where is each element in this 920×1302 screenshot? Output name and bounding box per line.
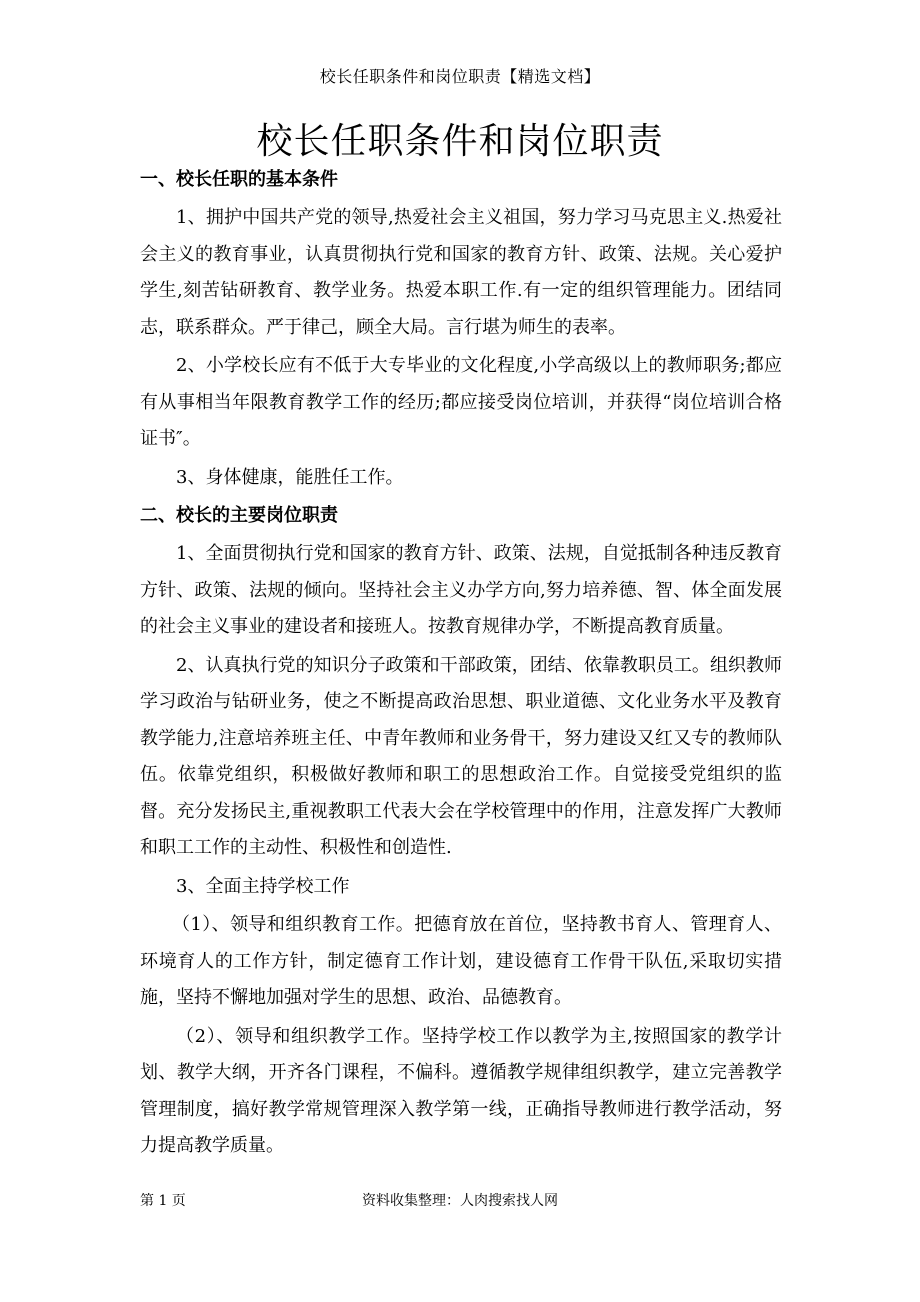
paragraph: 3、身体健康，能胜任工作。 [176,466,404,488]
paragraph: 1、拥护中国共产党的领导,热爱社会主义祖国，努力学习马克思主义.热爱社会主义的教育事业，认真贯彻执行党和国家的教育方针、政策、法规。关心爱护学生,刻苦钻研教育、教学业务。热爱本职工作.有一定的组织管理能力。团结同志，联系群众。严于律己，顾全大局。言行堪为师生的表率。 [140,207,782,338]
paragraph: 1、全面贯彻执行党和国家的教育方针、政策、法规，自觉抵制各种违反教育方针、政策、法规的倾向。坚持社会主义办学方向,努力培养德、智、体全面发展的社会主义事业的建设者和接班人。按教育规律办学，不断提高教育质量。 [140,543,782,637]
section-heading-1: 一、校长任职的基本条件 [140,169,338,190]
paragraph: 2、认真执行党的知识分子政策和干部政策，团结、依靠教职员工。组织教师学习政治与钻研业务，使之不断提高政治思想、职业道德、文化业务水平及教育教学能力,注意培养班主任、中青年教师和业务骨干，努力建设又红又专的教师队伍。依靠党组织，积极做好教师和职工的思想政治工作。自觉接受党组织的监督。充分发扬民主,重视教职工代表大会在学校管理中的作用，注意发挥广大教师和职工工作的主动性、积极性和创造性. [140,654,782,858]
paragraph: 3、全面主持学校工作 [176,875,350,897]
paragraph: 2、小学校长应有不低于大专毕业的文化程度,小学高级以上的教师职务;都应有从事相当年限教育教学工作的经历;都应接受岗位培训，并获得“岗位培训合格证书″。 [140,355,782,449]
page-header: 校长任职条件和岗位职责【精选文档】 [319,67,601,86]
footer-source: 资料收集整理：人肉搜索找人网 [362,1193,558,1209]
document-title: 校长任职条件和岗位职责 [256,121,664,162]
paragraph: （2）、领导和组织教学工作。坚持学校工作以教学为主,按照国家的教学计划、教学大纲，开齐各门课程，不偏科。遵循教学规律组织教学，建立完善教学管理制度，搞好教学常规管理深入教学第一线，正确指导教师进行教学活动，努力提高教学质量。 [140,1025,782,1156]
page-number: 第 1 页 [140,1193,186,1209]
section-heading-2: 二、校长的主要岗位职责 [140,505,338,526]
paragraph: （1）、领导和组织教育工作。把德育放在首位，坚持教书育人、管理育人、环境育人的工作方针，制定德育工作计划，建设德育工作骨干队伍,采取切实措施，坚持不懈地加强对学生的思想、政治、品德教育。 [140,914,782,1008]
document-body [140,162,782,1167]
